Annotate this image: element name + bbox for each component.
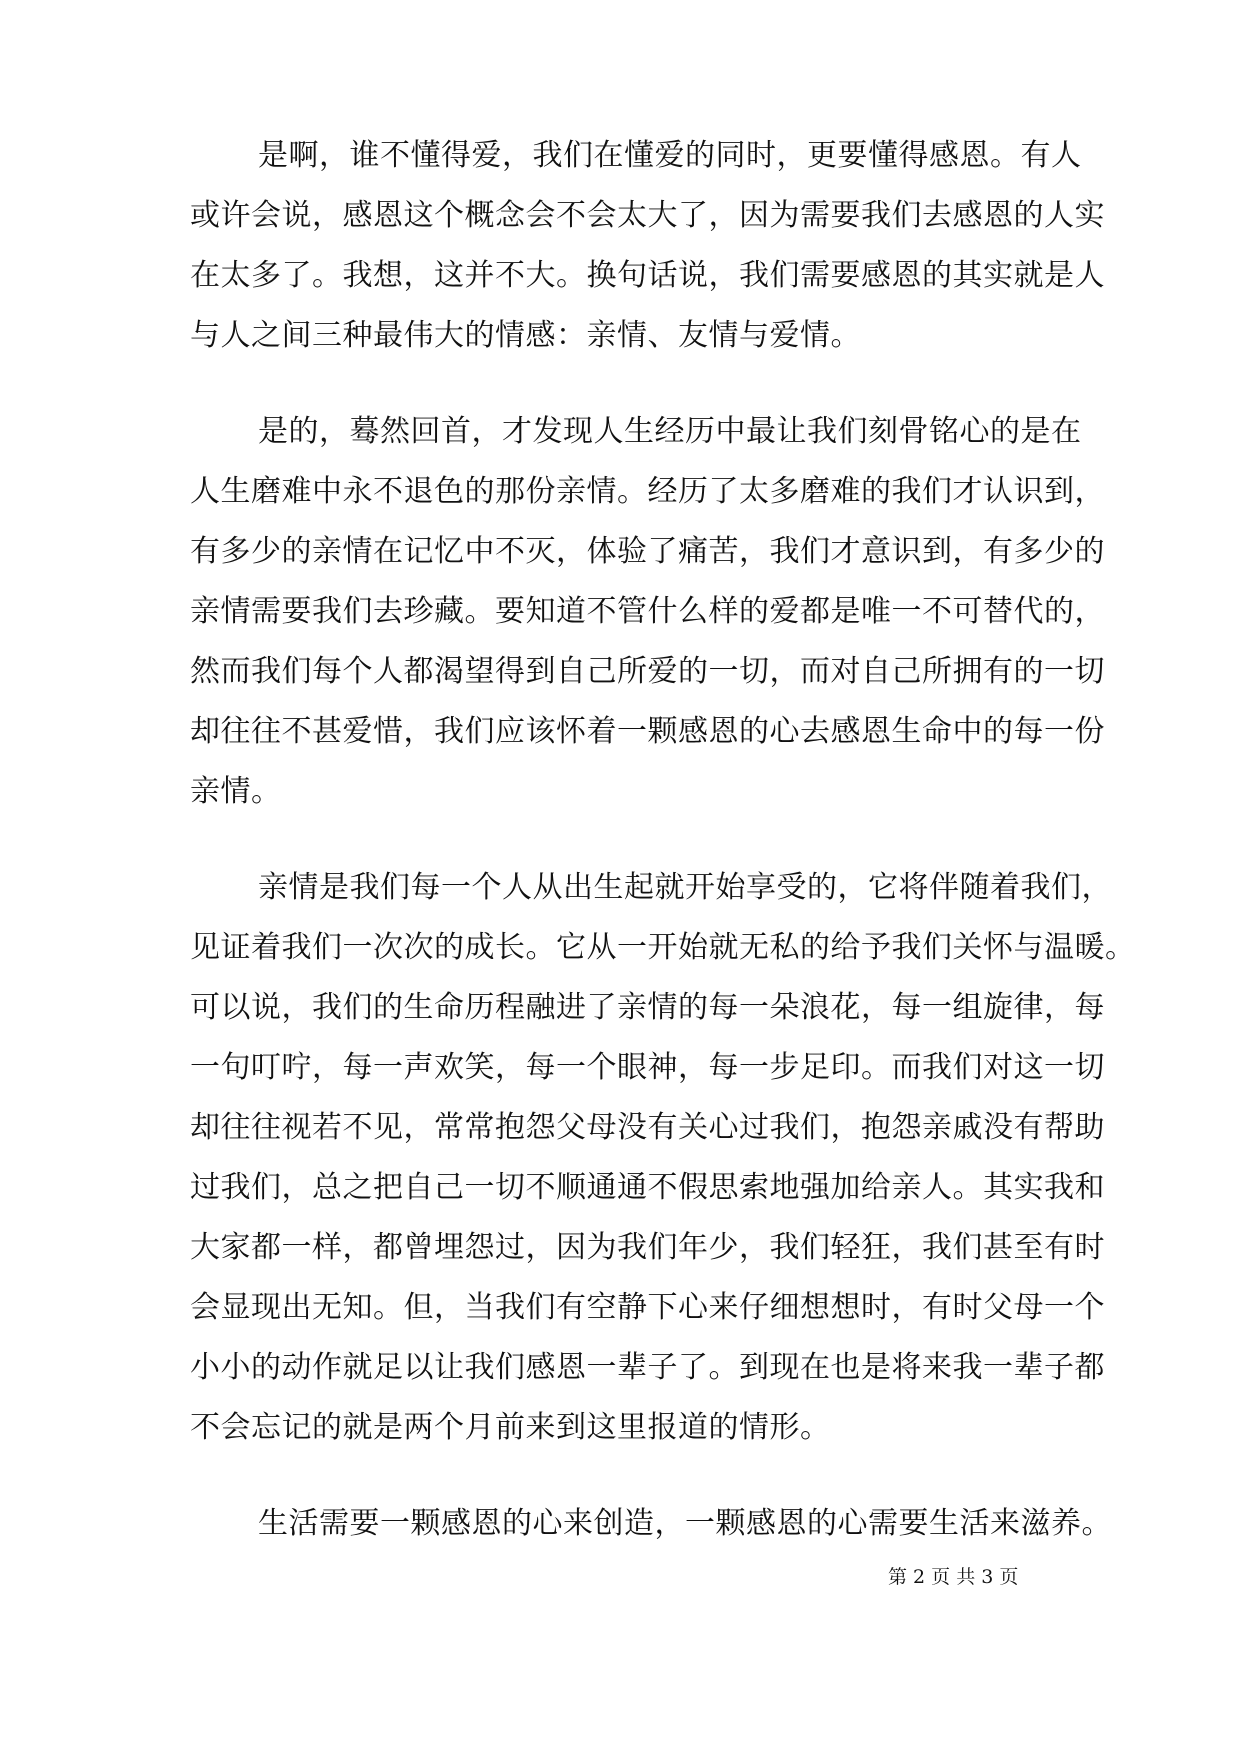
text-line: 会显现出无知。但，当我们有空静下心来仔细想想时，有时父母一个 <box>190 1290 1105 1325</box>
text-line: 却往往视若不见，常常抱怨父母没有关心过我们，抱怨亲戚没有帮助 <box>190 1110 1105 1145</box>
text-line: 大家都一样，都曾埋怨过，因为我们年少，我们轻狂，我们甚至有时 <box>190 1230 1105 1265</box>
text-line: 有多少的亲情在记忆中不灭，体验了痛苦，我们才意识到，有多少的 <box>190 534 1105 569</box>
page-number-footer: 第 2 页 共 3 页 <box>888 1566 1019 1588</box>
text-line: 与人之间三种最伟大的情感：亲情、友情与爱情。 <box>190 318 861 353</box>
text-line: 一句叮咛，每一声欢笑，每一个眼神，每一步足印。而我们对这一切 <box>190 1050 1105 1085</box>
text-line: 是的，蓦然回首，才发现人生经历中最让我们刻骨铭心的是在 <box>258 414 1082 449</box>
text-line: 过我们，总之把自己一切不顺通通不假思索地强加给亲人。其实我和 <box>190 1170 1105 1205</box>
text-line: 亲情是我们每一个人从出生起就开始享受的，它将伴随着我们， <box>258 870 1112 905</box>
text-line: 不会忘记的就是两个月前来到这里报道的情形。 <box>190 1410 831 1445</box>
text-line: 然而我们每个人都渴望得到自己所爱的一切，而对自己所拥有的一切 <box>190 654 1105 689</box>
text-line: 或许会说，感恩这个概念会不会太大了，因为需要我们去感恩的人实 <box>190 198 1105 233</box>
text-line: 亲情需要我们去珍藏。要知道不管什么样的爱都是唯一不可替代的， <box>190 594 1105 629</box>
text-line: 却往往不甚爱惜，我们应该怀着一颗感恩的心去感恩生命中的每一份 <box>190 714 1105 749</box>
text-line: 可以说，我们的生命历程融进了亲情的每一朵浪花，每一组旋律，每 <box>190 990 1105 1025</box>
text-line: 小小的动作就足以让我们感恩一辈子了。到现在也是将来我一辈子都 <box>190 1350 1105 1385</box>
text-line: 在太多了。我想，这并不大。换句话说，我们需要感恩的其实就是人 <box>190 258 1105 293</box>
text-line: 亲情。 <box>190 774 282 809</box>
text-line: 人生磨难中永不退色的那份亲情。经历了太多磨难的我们才认识到， <box>190 474 1105 509</box>
text-line: 见证着我们一次次的成长。它从一开始就无私的给予我们关怀与温暖。 <box>190 930 1136 965</box>
text-line: 生活需要一颗感恩的心来创造，一颗感恩的心需要生活来滋养。 <box>258 1506 1112 1541</box>
text-line: 是啊，谁不懂得爱，我们在懂爱的同时，更要懂得感恩。有人 <box>258 138 1082 173</box>
